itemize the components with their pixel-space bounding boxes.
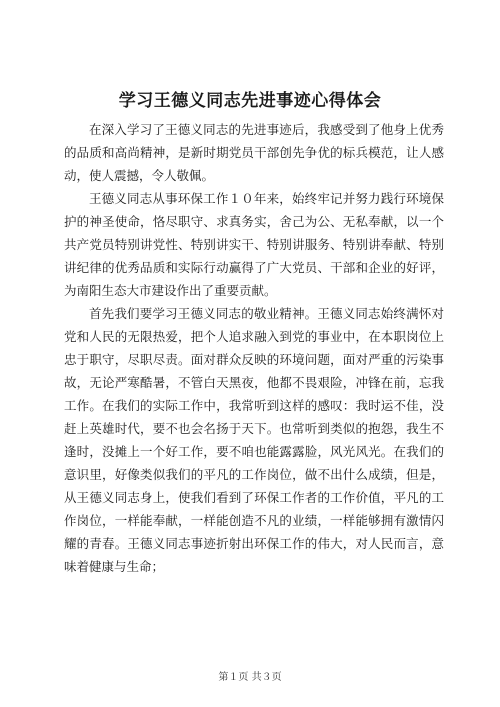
paragraph-1: 在深入学习了王德义同志的先进事迹后，我感受到了他身上优秀的品质和高尚精神，是新时期党员干部创先争优的标兵模范，让人感动，使人震撼，令人敬佩。 — [64, 122, 444, 183]
document-body — [64, 118, 444, 578]
document-title: 学习王德义同志先进事迹心得体会 — [118, 91, 382, 111]
paragraph-2: 王德义同志从事环保工作１０年来，始终牢记并努力践行环境保护的神圣使命，恪尽职守、求真务实，舍己为公、无私奉献，以一个共产党员特别讲党性、特别讲实干、特别讲服务、特别讲奉献、特别讲纪律的优秀品质和实际行动赢得了广大党员、干部和企业的好评，为南阳生态大市建设作出了重要贡献。 — [64, 191, 444, 298]
page-number-footer: 第１页 共３页 — [218, 672, 282, 683]
paragraph-3: 首先我们要学习王德义同志的敬业精神。王德义同志始终满怀对党和人民的无限热爱，把个人追求融入到党的事业中，在本职岗位上忠于职守，尽职尽责。面对群众反映的环境问题，面对严重的污染事故，无论严寒酷暑，不管白天黑夜，他都不畏艰险，冲锋在前，忘我工作。在我们的实际工作中，我常听到这样的感叹：我时运不佳，没赶上英雄时代，要不也会名扬于天下。也常听到类似的抱怨，我生不逢时，没摊上一个好工作，要不咱也能露露脸，风光风光。在我们的意识里，好像类似我们的平凡的工作岗位，做不出什么成绩，但是，从王德义同志身上，使我们看到了环保工作者的工作价值，平凡的工作岗位，一样能奉献，一样能创造不凡的业绩，一样能够拥有激情闪耀的青春。王德义同志事迹折射出环保工作的伟大，对人民而言，意味着健康与生命； — [64, 306, 444, 574]
